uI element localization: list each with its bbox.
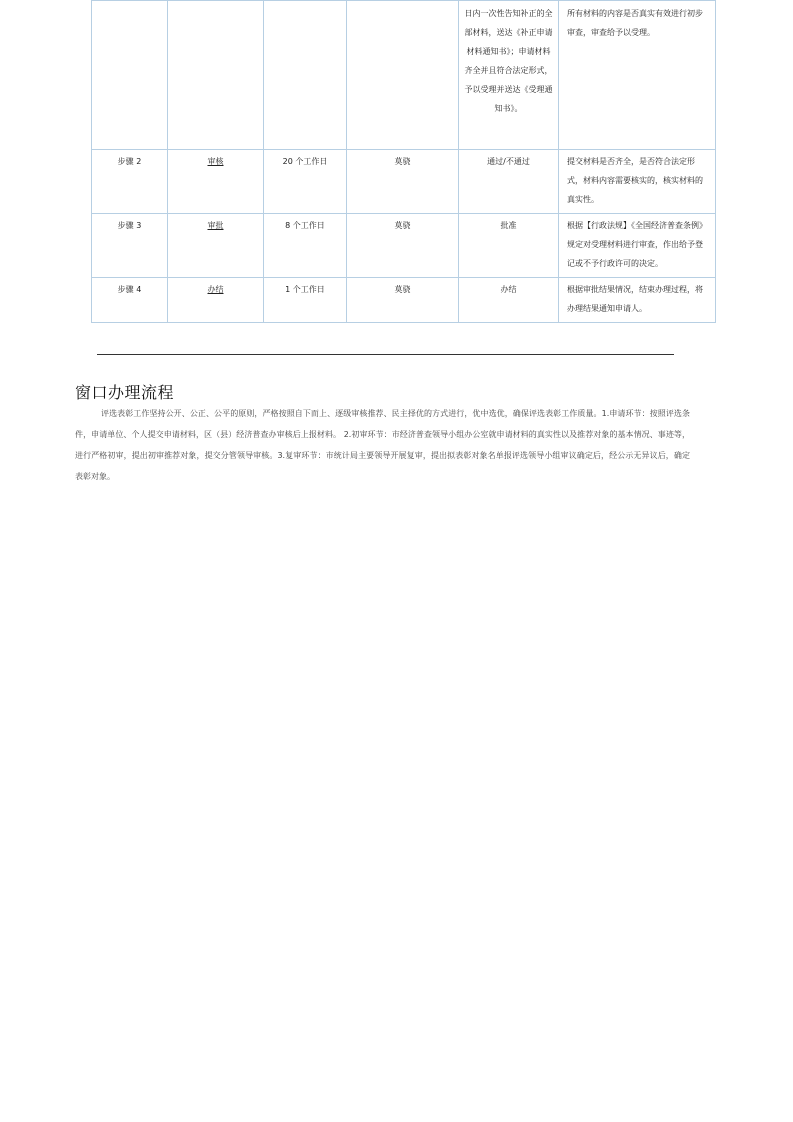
result-cell: 通过/不通过 xyxy=(459,150,559,214)
time-limit-cell: 1 个工作日 xyxy=(264,278,347,323)
time-limit-cell: 8 个工作日 xyxy=(264,214,347,278)
step-cell: 步骤 4 xyxy=(92,278,168,323)
handler-cell: 莫骁 xyxy=(347,150,459,214)
step-name-cell xyxy=(168,214,264,278)
time-limit-cell xyxy=(264,1,347,150)
table-row xyxy=(92,150,716,214)
description-cell: 所有材料的内容是否真实有效进行初步审查，审查给予以受理。 xyxy=(559,1,716,150)
description-cell: 根据审批结果情况，结束办理过程，将办理结果通知申请人。 xyxy=(559,278,716,323)
step-name-cell xyxy=(168,278,264,323)
description-cell: 提交材料是否齐全，是否符合法定形式，材料内容需要核实的，核实材料的真实性。 xyxy=(559,150,716,214)
result-cell: 批准 xyxy=(459,214,559,278)
handler-cell xyxy=(347,1,459,150)
process-steps-table xyxy=(91,0,716,323)
step-name-cell xyxy=(168,150,264,214)
section-divider xyxy=(97,354,674,355)
time-limit-cell: 20 个工作日 xyxy=(264,150,347,214)
section-body: 评选表彰工作坚持公开、公正、公平的原则，严格按照自下而上、逐级审核推荐、民主择优的方式进行，优中选优，确保评选表彰工作质量。1.申请环节：按照评选条件，申请单位、个人提交申请材料，区（县）经济普查办审核后上报材料。 2.初审环节：市经济普查领导小组办公室就申请材料的真实性以及推荐对象的基本情况、事迹等，进行严格初审，提出初审推荐对象，提交分管领导审核。3.复审环节：市统计局主要领导开展复审，提出拟表彰对象名单报评选领导小组审议确定后，经公示无异议后，确定表彰对象。 xyxy=(75,409,690,481)
result-cell: 日内一次性告知补正的全部材料，送达《补正申请材料通知书》；申请材料齐全并且符合法定形式，予以受理并送达《受理通知书》。 xyxy=(459,1,559,150)
result-cell: 办结 xyxy=(459,278,559,323)
table-row xyxy=(92,278,716,323)
table-row xyxy=(92,214,716,278)
step-cell: 步骤 3 xyxy=(92,214,168,278)
handler-cell: 莫骁 xyxy=(347,214,459,278)
step-cell xyxy=(92,1,168,150)
step-cell: 步骤 2 xyxy=(92,150,168,214)
step-name-cell xyxy=(168,1,264,150)
section-title: 窗口办理流程 xyxy=(75,383,175,402)
table-row xyxy=(92,1,716,150)
step-name-link[interactable]: 办结 xyxy=(207,285,224,294)
description-cell: 根据【行政法规】《全国经济普查条例》规定对受理材料进行审查，作出给予登记或不予行政许可的决定。 xyxy=(559,214,716,278)
step-name-link[interactable]: 审核 xyxy=(207,157,224,166)
step-name-link[interactable]: 审批 xyxy=(207,221,224,230)
handler-cell: 莫骁 xyxy=(347,278,459,323)
